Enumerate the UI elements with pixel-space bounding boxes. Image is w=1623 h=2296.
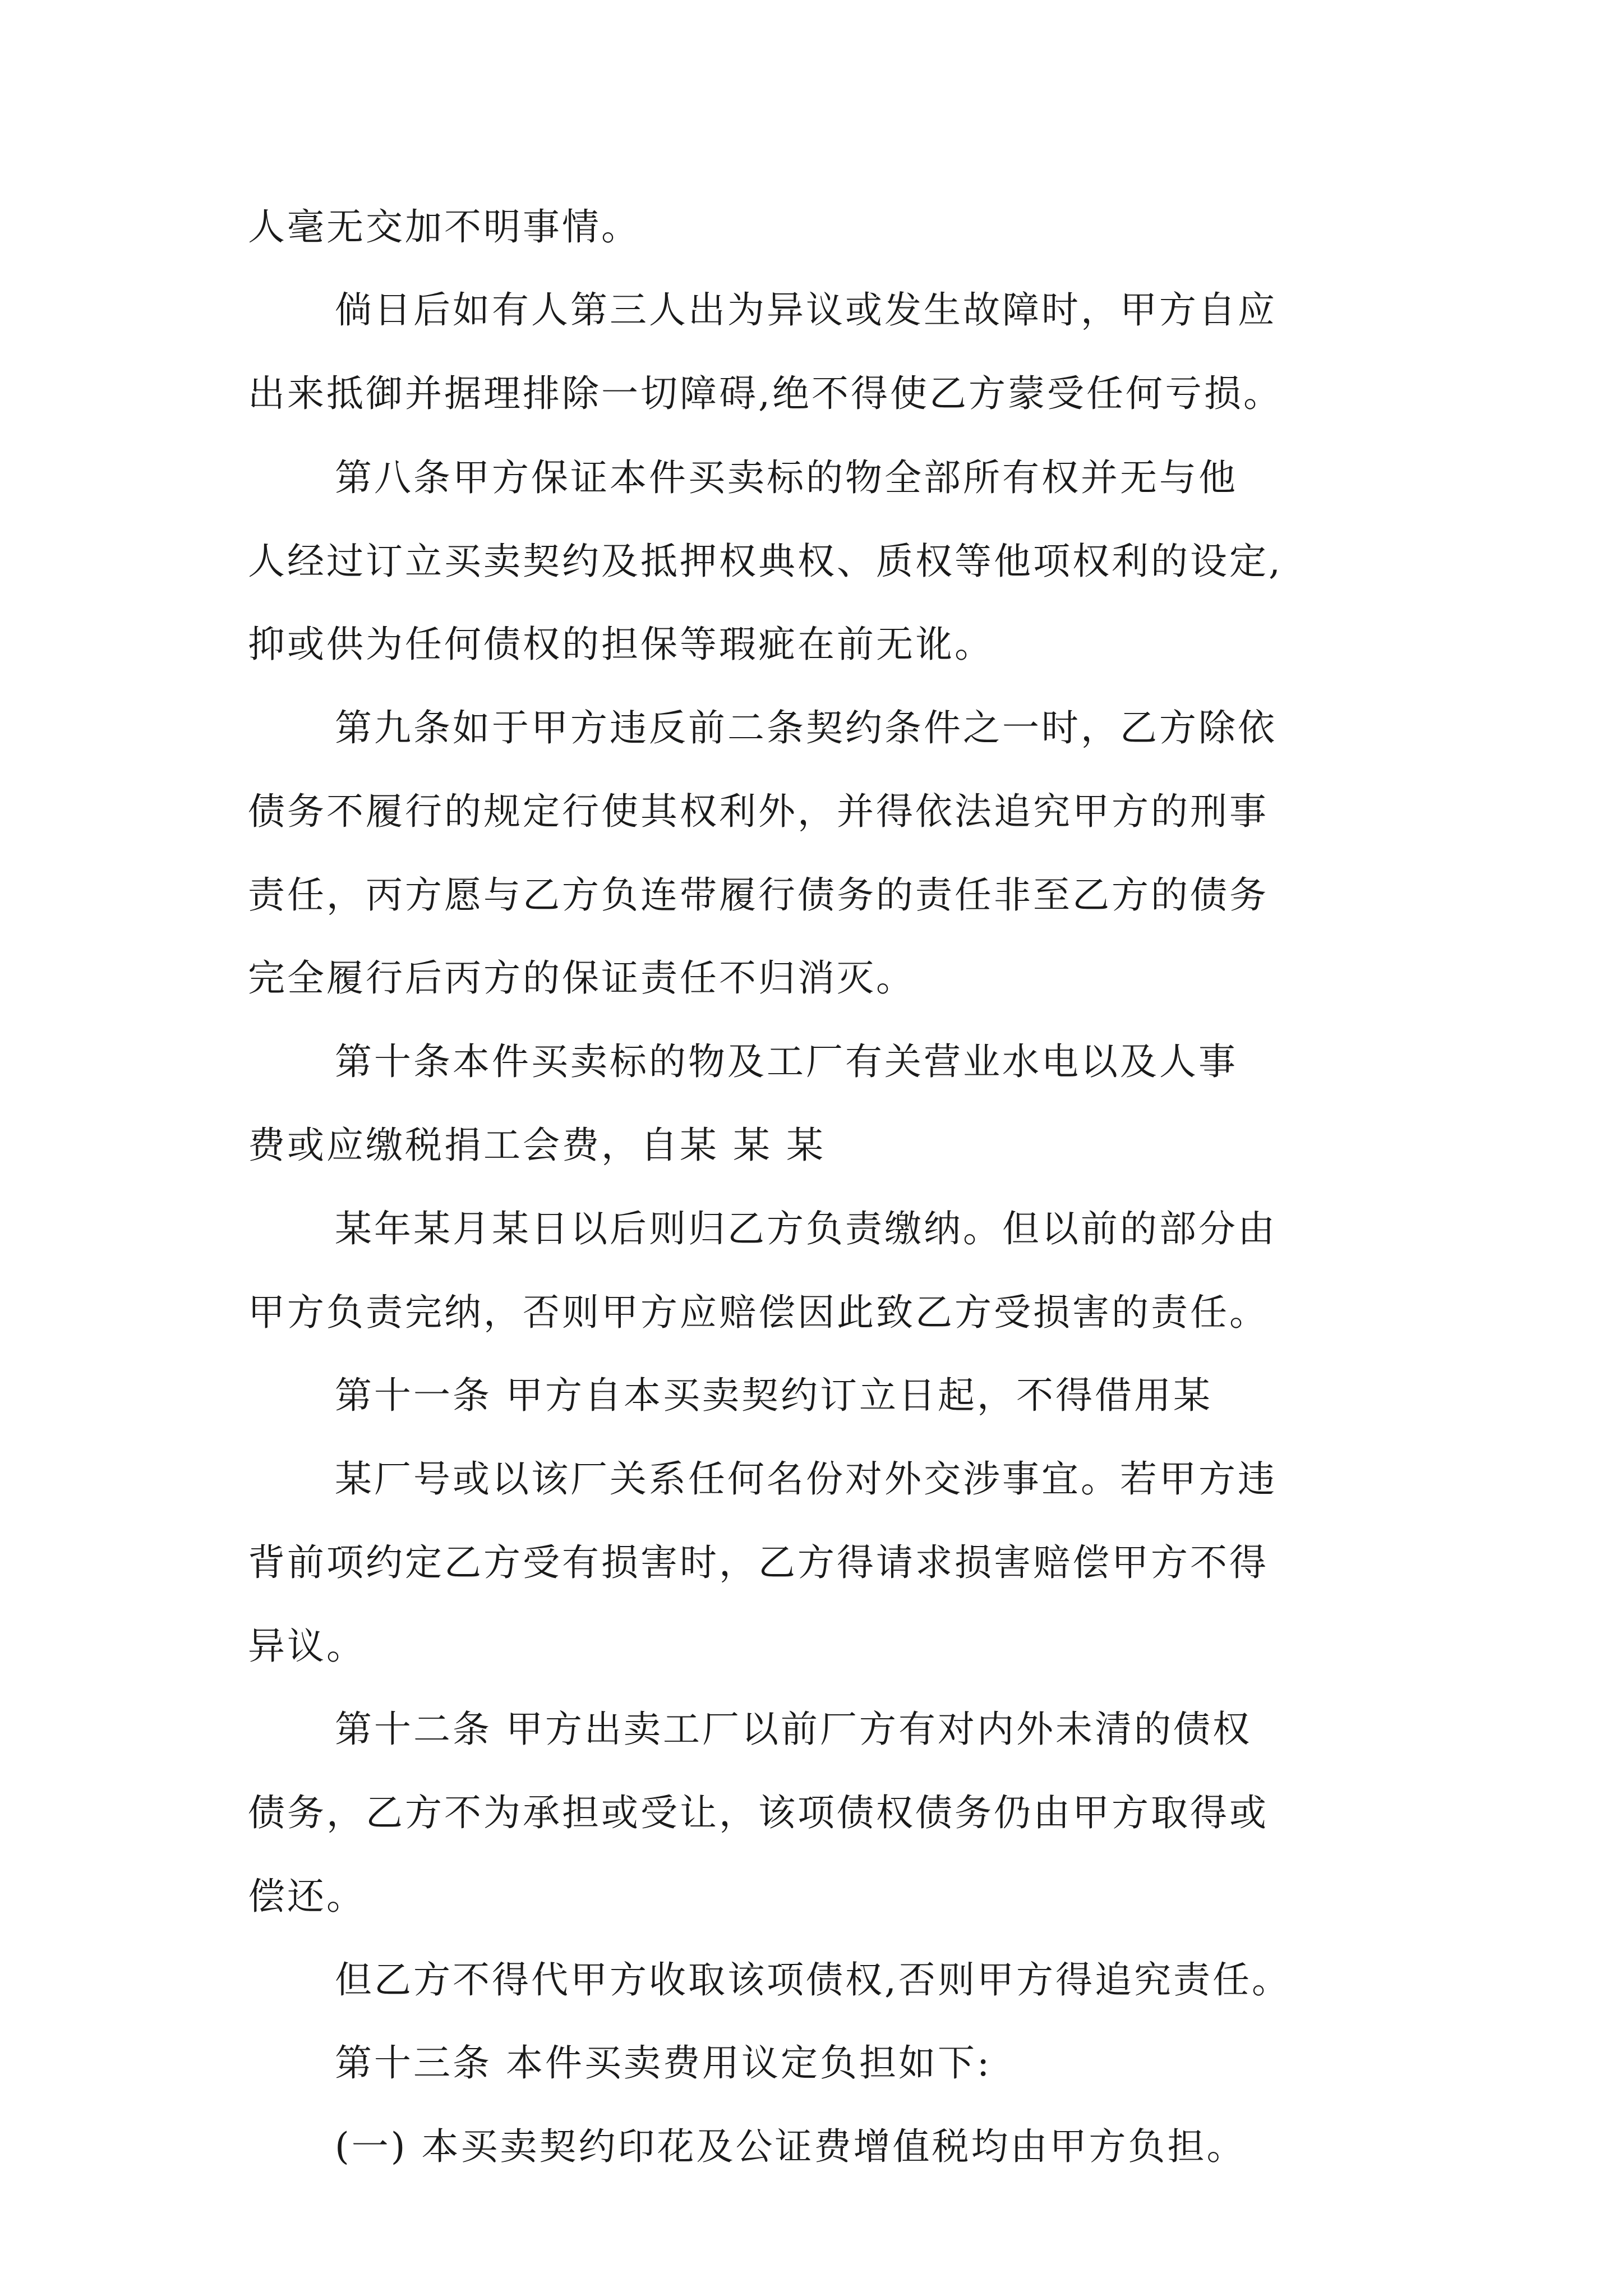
text-line: 某年某月某日以后则归乙方负责缴纳。但以前的部分由 [335, 1207, 1277, 1250]
text-line: 责任，丙方愿与乙方负连带履行债务的责任非至乙方的债务 [248, 873, 1269, 917]
text-line: 债务，乙方不为承担或受让，该项债权债务仍由甲方取得或 [248, 1791, 1269, 1834]
text-line: 人经过订立买卖契约及抵押权典权、质权等他项权利的设定, [248, 540, 1283, 583]
text-line: 人毫无交加不明事情。 [248, 205, 640, 249]
text-line: 抑或供为任何债权的担保等瑕疵在前无讹。 [248, 623, 994, 666]
text-line: 异议。 [248, 1625, 366, 1668]
text-line: 费或应缴税捐工会费，自某 某 某 [248, 1124, 826, 1167]
text-line: 倘日后如有人第三人出为异议或发生故障时，甲方自应 [335, 288, 1277, 332]
text-line: 第十三条 本件买卖费用议定负担如下: [335, 2041, 992, 2085]
text-line: 偿还。 [248, 1875, 366, 1918]
text-line: 完全履行后丙方的保证责任不归消灭。 [248, 956, 915, 1000]
text-line: 出来抵御并据理排除一切障碍,绝不得使乙方蒙受任何亏损。 [248, 372, 1283, 415]
text-line: 第十条本件买卖标的物及工厂有关营业水电以及人事 [335, 1040, 1238, 1083]
text-line: 背前项约定乙方受有损害时，乙方得请求损害赔偿甲方不得 [248, 1541, 1269, 1584]
text-line: 但乙方不得代甲方收取该项债权,否则甲方得追究责任。 [335, 1958, 1291, 2001]
text-line: (一) 本买卖契约印花及公证费增值税均由甲方负担。 [335, 2125, 1246, 2168]
text-line: 债务不履行的规定行使其权利外，并得依法追究甲方的刑事 [248, 790, 1269, 833]
text-line: 第十一条 甲方自本买卖契约订立日起，不得借用某 [335, 1374, 1212, 1417]
text-line: 某厂号或以该厂关系任何名份对外交涉事宜。若甲方违 [335, 1457, 1277, 1501]
text-line: 甲方负责完纳，否则甲方应赔偿因此致乙方受损害的责任。 [248, 1291, 1269, 1334]
text-line: 第八条甲方保证本件买卖标的物全部所有权并无与他 [335, 456, 1238, 499]
text-line: 第十二条 甲方出卖工厂以前厂方有对内外未清的债权 [335, 1708, 1252, 1751]
text-line: 第九条如于甲方违反前二条契约条件之一时，乙方除依 [335, 706, 1277, 749]
